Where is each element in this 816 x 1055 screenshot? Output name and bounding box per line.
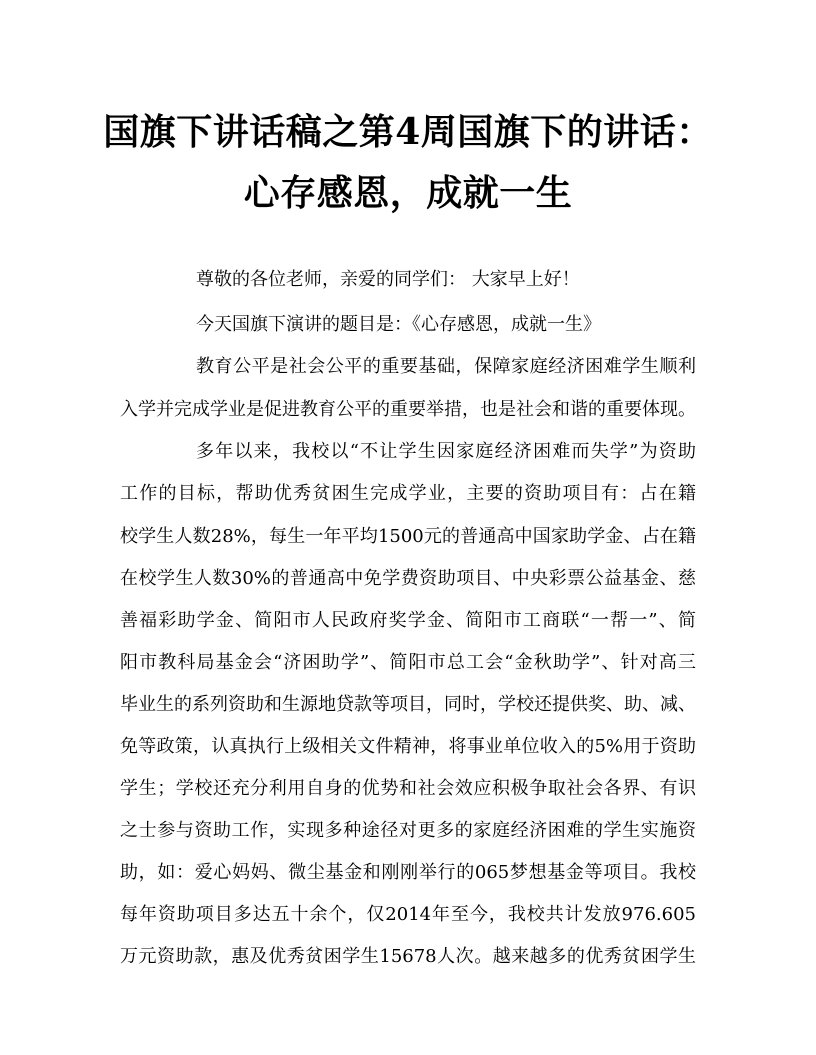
paragraph-line: 工作的目标，帮助优秀贫困生完成学业，主要的资助项目有：占在籍 [120, 483, 696, 504]
paragraph-line: 学生；学校还充分利用自身的优势和社会效应积极争取社会各界、有识 [120, 778, 696, 799]
paragraph-line: 万元资助款，惠及优秀贫困学生15678人次。越来越多的优秀贫困学生 [120, 946, 696, 967]
paragraph-line: 每年资助项目多达五十余个，仅2014年至今，我校共计发放976.605 [120, 904, 696, 925]
paragraph-line: 校学生人数28%，每生一年平均1500元的普通高中国家助学金、占在籍 [120, 526, 696, 547]
greeting-line: 尊敬的各位老师，亲爱的同学们： 大家早上好！ [196, 269, 580, 290]
paragraph-line: 多年以来，我校以“不让学生因家庭经济困难而失学”为资助 [196, 441, 696, 462]
paragraph-line: 助，如：爱心妈妈、微尘基金和刚刚举行的065梦想基金等项目。我校 [120, 862, 696, 883]
paragraph-line: 免等政策，认真执行上级相关文件精神，将事业单位收入的5%用于资助 [120, 736, 696, 757]
paragraph-line: 毕业生的系列资助和生源地贷款等项目，同时，学校还提供奖、助、减、 [120, 694, 696, 715]
paragraph-line: 教育公平是社会公平的重要基础，保障家庭经济困难学生顺利 [196, 356, 696, 377]
paragraph-line: 入学并完成学业是促进教育公平的重要举措，也是社会和谐的重要体现。 [120, 399, 696, 420]
paragraph-line: 在校学生人数30%的普通高中免学费资助项目、中央彩票公益基金、慈 [120, 568, 696, 589]
paragraph-line: 之士参与资助工作，实现多种途径对更多的家庭经济困难的学生实施资 [120, 820, 696, 841]
paragraph-line: 善福彩助学金、简阳市人民政府奖学金、简阳市工商联“一帮一”、简 [120, 610, 696, 631]
topic-line: 今天国旗下演讲的题目是：《心存感恩，成就一生》 [196, 314, 601, 335]
document-title-line-1: 国旗下讲话稿之第4周国旗下的讲话： [103, 111, 713, 153]
paragraph-line: 阳市教科局基金会“济困助学”、简阳市总工会“金秋助学”、针对高三 [120, 652, 696, 673]
document-title-line-2: 心存感恩，成就一生 [243, 172, 573, 214]
